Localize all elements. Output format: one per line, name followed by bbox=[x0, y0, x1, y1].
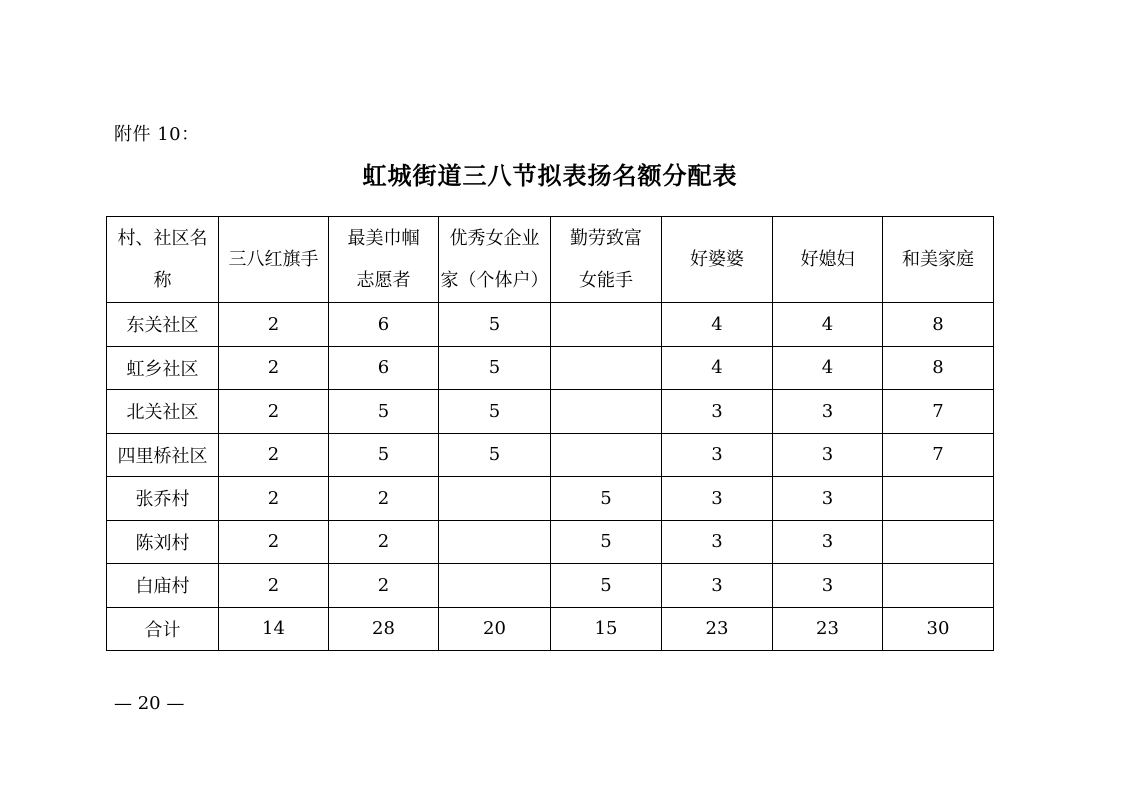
value-cell bbox=[439, 520, 551, 564]
header-line: 和美家庭 bbox=[902, 248, 974, 270]
header-line: 优秀女企业 bbox=[449, 227, 540, 249]
header-line: 好媳妇 bbox=[800, 248, 855, 270]
value-cell: 2 bbox=[329, 477, 439, 521]
row-label-cell: 陈刘村 bbox=[107, 520, 219, 564]
value-cell: 4 bbox=[773, 346, 883, 390]
value-cell: 4 bbox=[773, 303, 883, 347]
value-cell: 7 bbox=[883, 390, 994, 434]
table-header-row bbox=[107, 217, 994, 303]
value-cell: 3 bbox=[662, 520, 773, 564]
value-cell: 4 bbox=[662, 303, 773, 347]
header-cell bbox=[439, 217, 551, 303]
value-cell: 2 bbox=[219, 346, 329, 390]
value-cell: 30 bbox=[883, 607, 994, 651]
value-cell: 5 bbox=[329, 390, 439, 434]
header-line: 好婆婆 bbox=[690, 248, 744, 270]
value-cell: 28 bbox=[329, 607, 439, 651]
value-cell bbox=[439, 564, 551, 608]
value-cell: 5 bbox=[439, 390, 551, 434]
value-cell: 2 bbox=[329, 520, 439, 564]
header-cell bbox=[551, 217, 662, 303]
row-label-cell: 白庙村 bbox=[107, 564, 219, 608]
row-label-cell: 虹乡社区 bbox=[107, 346, 219, 390]
value-cell: 3 bbox=[773, 390, 883, 434]
header-line: 勤劳致富 bbox=[570, 227, 642, 249]
header-line: 家（个体户） bbox=[440, 269, 549, 291]
header-line: 称 bbox=[153, 269, 172, 291]
table-body bbox=[107, 303, 994, 651]
value-cell: 5 bbox=[551, 564, 662, 608]
page-number: — 20 — bbox=[114, 693, 185, 714]
value-cell: 20 bbox=[439, 607, 551, 651]
table-row bbox=[107, 390, 994, 434]
attachment-label: 附件 10： bbox=[114, 124, 200, 145]
value-cell: 6 bbox=[329, 303, 439, 347]
value-cell bbox=[883, 520, 994, 564]
value-cell: 3 bbox=[773, 433, 883, 477]
value-cell: 5 bbox=[329, 433, 439, 477]
header-cell bbox=[329, 217, 439, 303]
table-row bbox=[107, 564, 994, 608]
value-cell: 4 bbox=[662, 346, 773, 390]
value-cell: 23 bbox=[773, 607, 883, 651]
header-cell bbox=[883, 217, 994, 303]
table-row bbox=[107, 346, 994, 390]
value-cell: 7 bbox=[883, 433, 994, 477]
table-row bbox=[107, 433, 994, 477]
value-cell: 2 bbox=[219, 564, 329, 608]
value-cell bbox=[883, 564, 994, 608]
header-line: 志愿者 bbox=[356, 269, 411, 291]
value-cell: 3 bbox=[662, 433, 773, 477]
value-cell bbox=[883, 477, 994, 521]
value-cell: 2 bbox=[219, 303, 329, 347]
value-cell: 3 bbox=[662, 564, 773, 608]
value-cell: 3 bbox=[773, 477, 883, 521]
table-row bbox=[107, 520, 994, 564]
value-cell: 2 bbox=[219, 520, 329, 564]
header-line: 女能手 bbox=[579, 269, 633, 291]
row-label-cell: 东关社区 bbox=[107, 303, 219, 347]
value-cell: 14 bbox=[219, 607, 329, 651]
header-line: 三八红旗手 bbox=[228, 248, 319, 270]
header-line: 最美巾帼 bbox=[347, 227, 420, 249]
value-cell: 3 bbox=[773, 564, 883, 608]
header-cell bbox=[219, 217, 329, 303]
table-row bbox=[107, 477, 994, 521]
value-cell: 2 bbox=[219, 477, 329, 521]
value-cell: 6 bbox=[329, 346, 439, 390]
value-cell: 5 bbox=[551, 520, 662, 564]
value-cell bbox=[551, 303, 662, 347]
value-cell bbox=[551, 433, 662, 477]
row-label-cell: 张乔村 bbox=[107, 477, 219, 521]
value-cell: 15 bbox=[551, 607, 662, 651]
value-cell: 2 bbox=[219, 433, 329, 477]
page-title: 虹城街道三八节拟表扬名额分配表 bbox=[362, 162, 738, 190]
value-cell: 3 bbox=[773, 520, 883, 564]
row-label-cell: 北关社区 bbox=[107, 390, 219, 434]
table-row bbox=[107, 303, 994, 347]
value-cell: 5 bbox=[551, 477, 662, 521]
value-cell: 5 bbox=[439, 346, 551, 390]
value-cell: 5 bbox=[439, 433, 551, 477]
header-cell bbox=[107, 217, 219, 303]
value-cell: 23 bbox=[662, 607, 773, 651]
total-row bbox=[107, 607, 994, 651]
value-cell: 8 bbox=[883, 303, 994, 347]
value-cell: 2 bbox=[219, 390, 329, 434]
row-label-cell: 合计 bbox=[107, 607, 219, 651]
allocation-table bbox=[106, 216, 994, 651]
value-cell bbox=[551, 390, 662, 434]
header-cell bbox=[773, 217, 883, 303]
value-cell: 2 bbox=[329, 564, 439, 608]
header-cell bbox=[662, 217, 773, 303]
value-cell: 3 bbox=[662, 477, 773, 521]
value-cell: 5 bbox=[439, 303, 551, 347]
value-cell: 3 bbox=[662, 390, 773, 434]
value-cell bbox=[439, 477, 551, 521]
row-label-cell: 四里桥社区 bbox=[107, 433, 219, 477]
header-line: 村、社区名 bbox=[117, 227, 208, 249]
value-cell bbox=[551, 346, 662, 390]
value-cell: 8 bbox=[883, 346, 994, 390]
